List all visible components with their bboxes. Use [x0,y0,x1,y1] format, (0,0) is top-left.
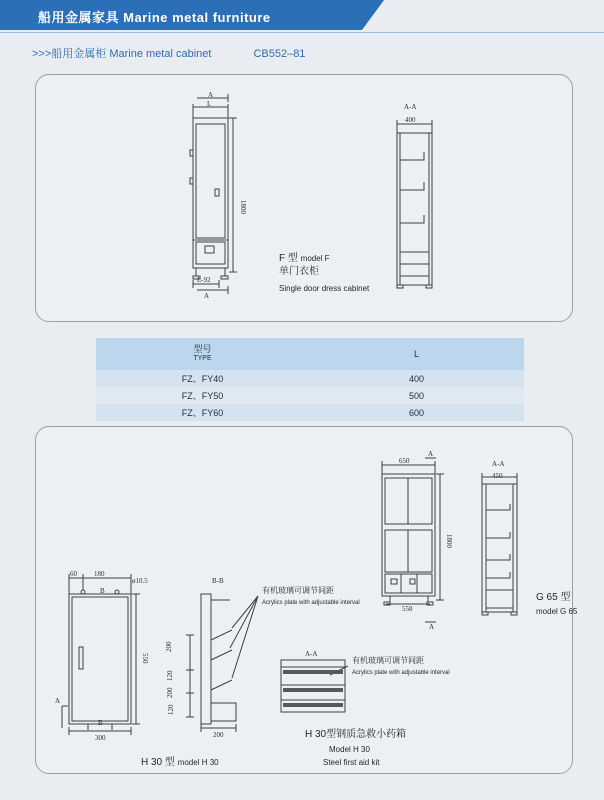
table-row: FZ、FY50 500 [96,387,524,404]
header-title: 船用金属家具 Marine metal furniture [38,10,271,25]
acrylic-note-cn-1: 有机玻璃可调节间距 [262,586,334,595]
dim-f-width: 400 [405,116,416,124]
dim-h-hole: ø10.5 [132,577,148,585]
dim-h-60: 60 [70,570,77,578]
dim-h-550: 550 [141,653,149,664]
dim-h-a: A [55,697,61,705]
dim-g-a-top: A [428,450,434,458]
dim-g-a-bottom: A [429,623,435,631]
dim-g-depth: 450 [492,472,503,480]
table-row: FZ、FY60 600 [96,404,524,421]
dim-h-300: 300 [95,734,106,742]
model-g65-label-en: model G 65 [536,607,578,616]
acrylic-note-cn-2: 有机玻璃可调节间距 [352,656,424,665]
dim-h-b-bottom: B [98,719,103,727]
dim-h-b-top: B [100,587,105,595]
dim-h-bb: B-B [212,577,224,585]
dim-h-200w: 200 [213,731,224,739]
standard-code: CB552–81 [253,48,306,60]
model-f-label: F 型 model F [279,253,330,264]
dim-f-height: 1800 [239,200,247,214]
dim-g-width: 650 [399,457,410,465]
dim-h-200a: 200 [165,641,173,652]
model-g65-label: G 65 型 [536,592,571,603]
dim-g-base: 558 [402,605,413,613]
dim-f-l92: L-92 [197,276,211,284]
table-header-type: 型号 TYPE [96,338,309,370]
dim-h-200b: 200 [166,687,174,698]
table-header-l: L [309,338,524,370]
acrylic-note-en-2: Acrylics plate with adjustable interval [352,670,450,676]
subtitle-text: >>>船用金属柜 Marine metal cabinet [32,48,212,60]
model-f-name-en: Single door dress cabinet [279,284,370,293]
dim-h-aa: A-A [305,650,318,658]
dim-f-l: L [207,100,212,108]
dim-f-a-top: A [208,91,214,99]
kit-name-en: Steel first aid kit [323,758,380,767]
model-f-name-cn: 单门衣柜 [279,266,319,277]
dim-g-section: A-A [492,460,505,468]
dim-g-height: 1800 [445,534,453,548]
dim-f-a-bottom: A [204,292,210,300]
dim-h-180: 180 [94,570,105,578]
dim-f-section: A-A [404,103,417,111]
kit-model: Model H 30 [329,745,370,754]
acrylic-note-en-1: Acrylics plate with adjustable interval [262,600,360,606]
table-row: FZ、FY40 400 [96,370,524,387]
model-h30-label: H 30 型 model H 30 [141,757,219,768]
kit-name-cn: H 30型钢质急救小药箱 [305,729,407,740]
dim-h-120b: 120 [167,704,175,715]
dim-h-120a: 120 [166,670,174,681]
